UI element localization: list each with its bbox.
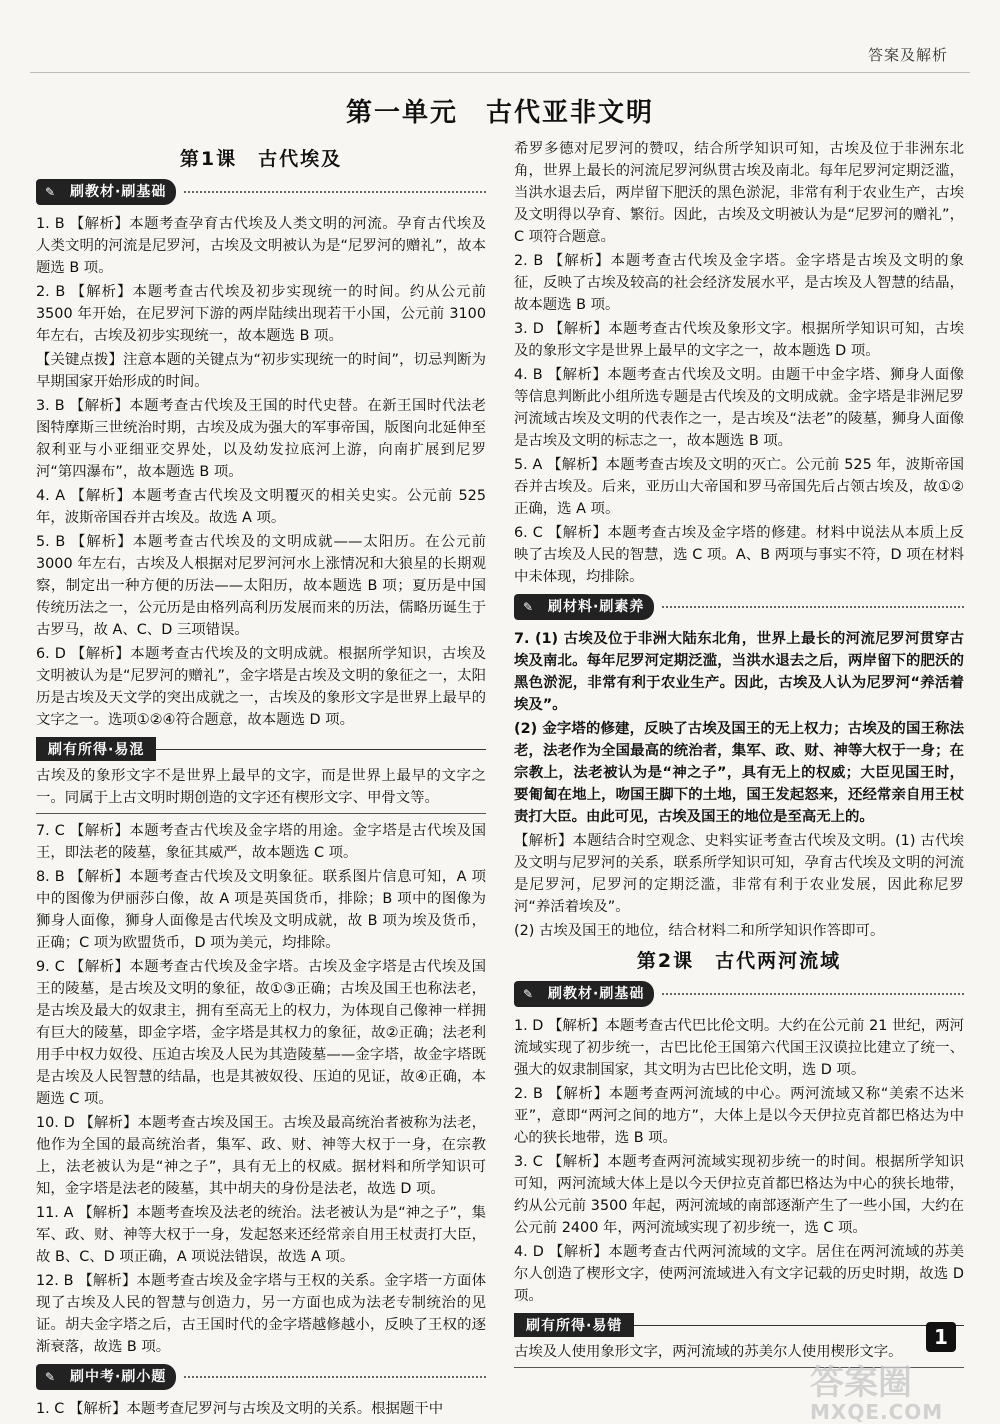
answer-item: 7. (1) 古埃及位于非洲大陆东北角，世界上最长的河流尼罗河贯穿古埃及南北。每年尼罗河定期泛滥，当洪水退去之后，两岸留下的肥沃的黑色淤泥，非常有利于农业生产。因此，古埃及人认为尼罗河“养活着埃及”。 xyxy=(514,631,964,713)
watermark-sub: MXQE.COM xyxy=(810,1400,944,1424)
banner-dots xyxy=(662,993,964,995)
answer-item: 9. C 【解析】本题考查古代埃及金字塔。古埃及金字塔是古代埃及国王的陵墓，是古埃及文明的象征，故①③正确；古埃及国王也称法老，是古埃及最大的奴隶主，拥有至高无上的权力，为体现自己像神一样拥有巨大的陵墓，即金字塔，金字塔是其权力的象征，故②正确；法老利用手中权力奴役、压迫古埃及人民为其造陵墓——金字塔，故金字塔既是古埃及人民智慧的结晶，也是其被奴役、压迫的见证，故④正确，本题选 C 项。 xyxy=(36,959,486,1107)
section-banner-exam xyxy=(36,1364,486,1390)
section-banner-basic-2 xyxy=(514,981,964,1007)
tip-box xyxy=(36,765,486,814)
lesson-2-title: 第2课 古代两河流域 xyxy=(636,950,842,972)
lesson-1-title: 第1课 古代埃及 xyxy=(179,148,343,170)
right-column xyxy=(514,138,964,1374)
tip-text: 古埃及的象形文字不是世界上最早的文字，而是世界上最早的文字之一。同属于上古文明时期创造的文字还有楔形文字、甲骨文等。 xyxy=(36,768,486,806)
answer-item: 7. C 【解析】本题考查古代埃及金字塔的用途。金字塔是古代埃及国王，即法老的陵墓，象征其威严，故本题选 C 项。 xyxy=(36,823,486,861)
answer-item: 11. A 【解析】本题考查埃及法老的统治。法老被认为是“神之子”，集军、政、财、神等大权于一身，发起怒来还经常亲自用王杖责打大臣，故 B、C、D 项正确，A 项说法错误，故选 A 项。 xyxy=(36,1205,486,1265)
answer-item: 5. A 【解析】本题考查古埃及文明的灭亡。公元前 525 年，波斯帝国吞并古埃及。后来，亚历山大帝国和罗马帝国先后占领古埃及，故①②正确，选 A 项。 xyxy=(514,457,964,517)
answer-item: 10. D 【解析】本题考查古埃及国王。古埃及最高统治者被称为法老，他作为全国的最高统治者，集军、政、财、神等大权于一身，在宗教上，法老被认为是“神之子”，具有无上的权威。据材料和所学知识可知，金字塔是法老的陵墓，其中胡夫的身份是法老，故选 D 项。 xyxy=(36,1115,486,1197)
book-icon: ✎ xyxy=(514,981,542,1007)
answer-item: 6. C 【解析】本题考查古埃及金字塔的修建。材料中说法从本质上反映了古埃及人民的智慧，选 C 项。A、B 两项与事实不符，D 项在材料中未体现，均排除。 xyxy=(514,525,964,585)
banner-dots xyxy=(184,191,486,193)
tip-label: 刷有所得·易错 xyxy=(514,1313,634,1337)
tip-banner-easy-wrong xyxy=(514,1313,964,1337)
watermark xyxy=(810,1355,980,1424)
section-banner-material xyxy=(514,594,964,620)
tip-divider xyxy=(156,749,486,750)
answer-item: 6. D 【解析】本题考查古代埃及的文明成就。根据所学知识，古埃及文明被认为是“尼罗河的赠礼”，金字塔是古埃及文明的象征之一，太阳历是古埃及天文学的突出成就之一，古埃及的象形文字是世界上最早的文字之一。选项①②④符合题意，故本题选 D 项。 xyxy=(36,646,486,728)
answer-item: 3. C 【解析】本题考查两河流域实现初步统一的时间。根据所学知识可知，两河流域大体上是以今天伊拉克首都巴格达为中心的狭长地带，约从公元前 3500 年起，两河流域的南部逐渐产生了一些小国，大约在公元前 2400 年，两河流域实现了初步统一，选 C 项。 xyxy=(514,1154,964,1236)
answer-item: 8. B 【解析】本题考查古代埃及文明象征。联系图片信息可知，A 项中的图像为伊丽莎白像，故 A 项是英国货币，排除；B 项中的图像为狮身人面像，狮身人面像是古代埃及文明成就，故 B 项为埃及货币，正确；C 项为欧盟货币，D 项为美元，均排除。 xyxy=(36,869,486,951)
answer-item: 1. B 【解析】本题考查孕育古代埃及人类文明的河流。孕育古代埃及人类文明的河流是尼罗河，古埃及文明被认为是“尼罗河的赠礼”，故本题选 B 项。 xyxy=(36,216,486,276)
watermark-main: 答案圈 xyxy=(810,1363,912,1403)
answer-item: 4. A 【解析】本题考查古代埃及文明覆灭的相关史实。公元前 525 年，波斯帝国吞并古埃及。故选 A 项。 xyxy=(36,488,486,526)
banner-label: 刷中考·刷小题 xyxy=(64,1364,176,1390)
header-divider xyxy=(30,72,970,73)
book-icon: ✎ xyxy=(36,179,64,205)
page-header-label: 答案及解析 xyxy=(867,46,948,64)
answer-item: 5. B 【解析】本题考查古代埃及的文明成就——太阳历。在公元前 3000 年左右，古埃及人根据对尼罗河河水上涨情况和大狼星的长期观察，制定出一种方便的历法——太阳历，故本题选 B 项；夏历是中国传统历法之一，公元历是由格列高利历发展而来的历法，儒略历诞生于古罗马，故 A、C、D 三项错误。 xyxy=(36,534,486,638)
answer-item-continued: 希罗多德对尼罗河的赞叹，结合所学知识可知，古埃及位于非洲东北角，世界上最长的河流尼罗河纵贯古埃及南北。每年尼罗河定期泛滥，当洪水退去后，两岸留下肥沃的黑色淤泥，非常有利于农业生产，古埃及文明得以孕育、繁衍。因此，古埃及文明被认为是“尼罗河的赠礼”，C 项符合题意。 xyxy=(514,141,964,245)
banner-label: 刷教材·刷基础 xyxy=(64,179,176,205)
tip-text: 古埃及人使用象形文字，两河流域的苏美尔人使用楔形文字。 xyxy=(514,1344,903,1360)
page-number: 1 xyxy=(926,1322,956,1352)
book-icon: ✎ xyxy=(514,594,542,620)
answer-item: 12. B 【解析】本题考查古埃及金字塔与王权的关系。金字塔一方面体现了古埃及人民的智慧与创造力，另一方面也成为法老专制统治的见证。胡夫金字塔之后，古王国时代的金字塔越修越小，反映了王权的逐渐衰落，故选 B 项。 xyxy=(36,1273,486,1355)
key-point-note: 【关键点拨】注意本题的关键点为“初步实现统一的时间”，切忌判断为早期国家开始形成的时间。 xyxy=(36,352,486,390)
answer-item: 2. B 【解析】本题考查古代埃及金字塔。金字塔是古埃及文明的象征，反映了古埃及较高的社会经济发展水平，是古埃及人智慧的结晶，故本题选 B 项。 xyxy=(514,253,964,313)
answer-item: 3. D 【解析】本题考查古代埃及象形文字。根据所学知识可知，古埃及的象形文字是世界上最早的文字之一，故本题选 D 项。 xyxy=(514,321,964,359)
banner-label: 刷材料·刷素养 xyxy=(542,594,654,620)
answer-item: 2. B 【解析】本题考查古代埃及初步实现统一的时间。约从公元前 3500 年开始，在尼罗河下游的两岸陆续出现若干小国，公元前 3100 年左右，古埃及初步实现统一，故本题选 B 项。 xyxy=(36,284,486,344)
banner-label: 刷教材·刷基础 xyxy=(542,981,654,1007)
banner-dots xyxy=(184,1376,486,1378)
tip-banner-easy-confuse xyxy=(36,737,486,761)
analysis-text: (2) 古埃及国王的地位，结合材料二和所学知识作答即可。 xyxy=(514,923,885,939)
answer-item: 2. B 【解析】本题考查两河流域的中心。两河流域又称“美索不达米亚”，意即“两河之间的地方”，大体上是以今天伊拉克首都巴格达为中心的狭长地带，选 B 项。 xyxy=(514,1086,964,1146)
answer-item: 1. C 【解析】本题考查尼罗河与古埃及文明的关系。根据题干中 xyxy=(36,1401,444,1417)
unit-title: 第一单元 古代亚非文明 xyxy=(345,98,654,128)
tip-label: 刷有所得·易混 xyxy=(36,737,156,761)
answer-item: 4. B 【解析】本题考查古代埃及文明。由题干中金字塔、狮身人面像等信息判断此小组所选专题是古代埃及的文明成就。金字塔是非洲尼罗河流域古埃及文明的代表作之一，是古埃及“法老”的陵墓，狮身人面像是古埃及文明的标志之一，故本题选 B 项。 xyxy=(514,367,964,449)
analysis-text: 【解析】本题结合时空观念、史料实证考查古代埃及文明。(1) 古代埃及文明与尼罗河的关系，联系所学知识可知，孕育古代埃及文明的河流是尼罗河，尼罗河的定期泛滥，非常有利于农业发展，因此称尼罗河“养活着埃及”。 xyxy=(514,833,964,915)
answer-item: 1. D 【解析】本题考查古代巴比伦文明。大约在公元前 21 世纪，两河流域实现了初步统一，古巴比伦王国第六代国王汉谟拉比建立了统一、强大的奴隶制国家，其文明为古巴比伦文明，选 D 项。 xyxy=(514,1018,964,1078)
section-banner-basic xyxy=(36,179,486,205)
answer-item: 4. D 【解析】本题考查古代两河流域的文字。居住在两河流域的苏美尔人创造了楔形文字，使两河流域进入有文字记载的历史时期，故选 D 项。 xyxy=(514,1244,964,1304)
tip-divider xyxy=(634,1325,964,1326)
answer-item: (2) 金字塔的修建，反映了古埃及国王的无上权力；古埃及的国王称法老，法老作为全国最高的统治者，集军、政、财、神等大权于一身；在宗教上，法老被认为是“神之子”，具有无上的权威；大臣见国王时，要匍匐在地上，吻国王脚下的土地，国王发起怒来，还经常亲自用王杖责打大臣。由此可见，古埃及国王的地位是至高无上的。 xyxy=(514,721,964,825)
left-column xyxy=(36,140,486,1422)
book-icon: ✎ xyxy=(36,1364,64,1390)
answer-item: 3. B 【解析】本题考查古代埃及王国的时代史替。在新王国时代法老图特摩斯三世统治时期，古埃及成为强大的军事帝国，版图向北延伸至叙利亚与小亚细亚交界处，以及幼发拉底河上游，向南扩展到尼罗河“第四瀑布”，故本题选 B 项。 xyxy=(36,398,486,480)
banner-dots xyxy=(662,606,964,608)
